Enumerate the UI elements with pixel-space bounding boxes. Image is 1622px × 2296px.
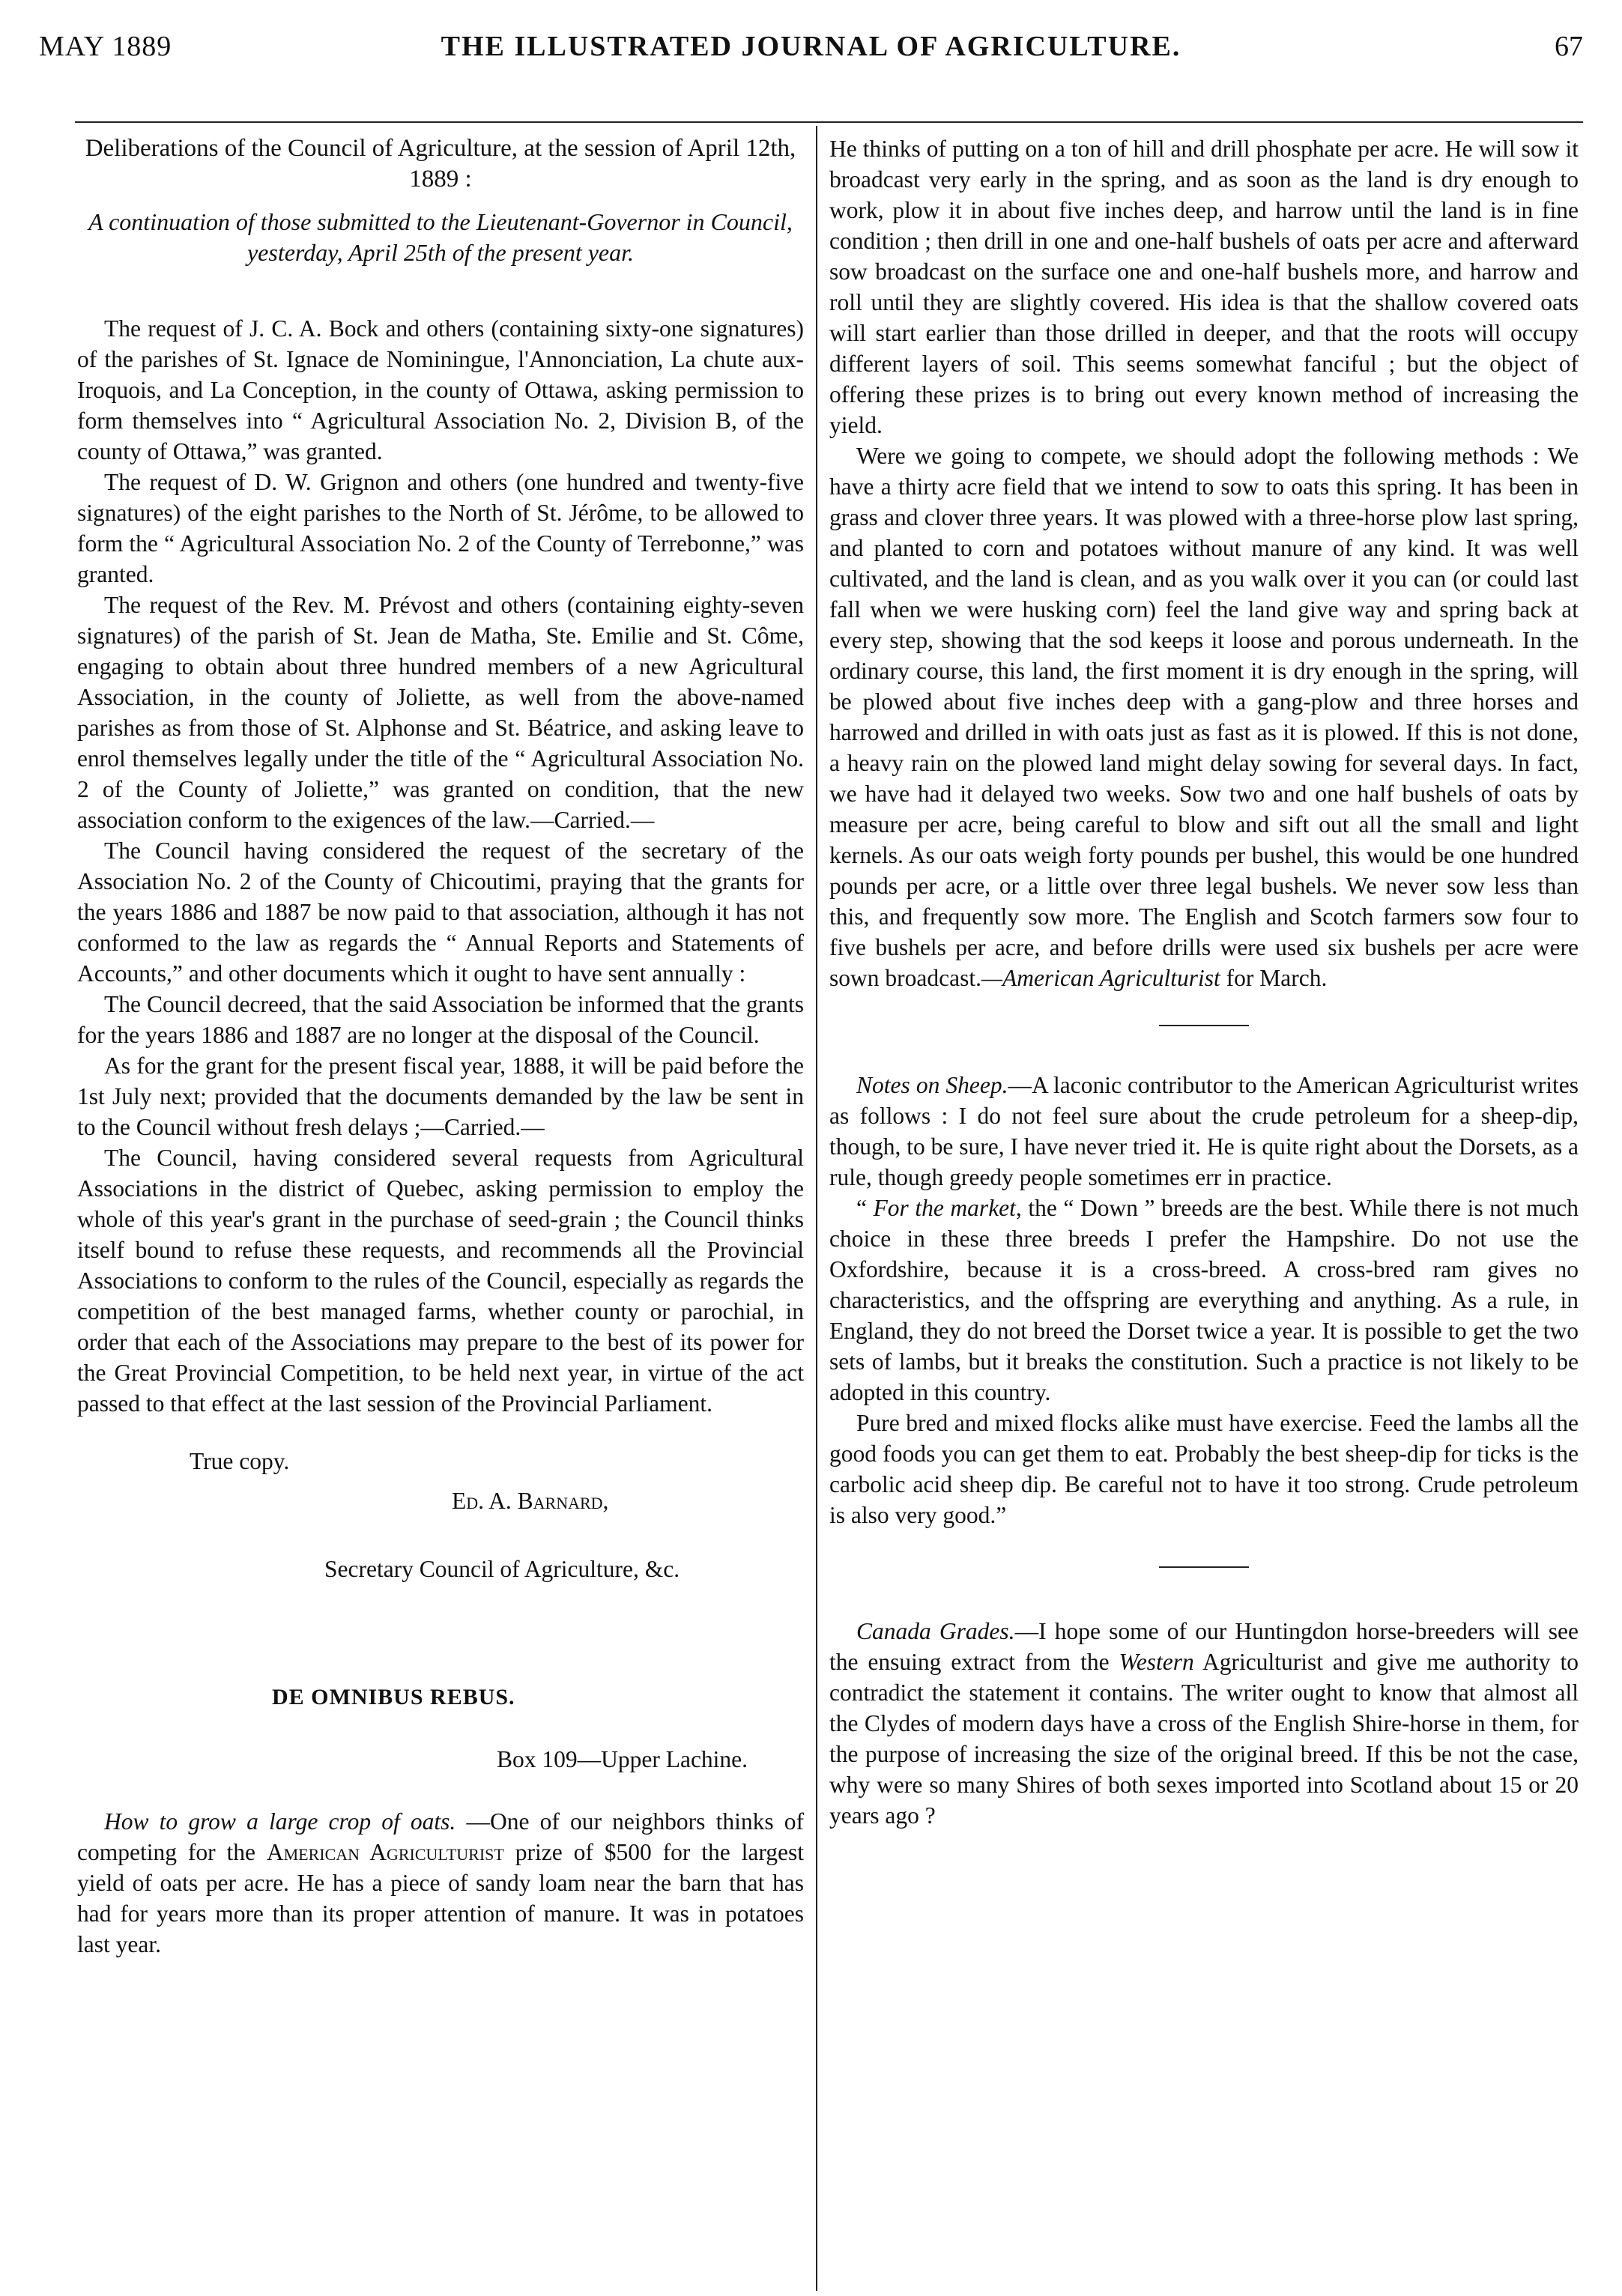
sheep-text: —A laconic contributor to the American Agriculturist writes as follows : I do not feel sure about the crude petroleum for a sheep-dip, though, to be sure, I have never tried it. He is quite right about the Dorsets, as a rule, though greedy people sometimes err in practice. [829,1072,1579,1190]
sheep-title: Notes on Sheep. [856,1072,1008,1098]
sheep-market-em: For the market [873,1195,1016,1221]
header-rule [75,121,1583,123]
section-rule [1159,1025,1249,1026]
column-divider [816,126,817,2291]
oats-text-b: prize of $500 for the largest yield of oats per acre. He has a piece of sandy loam near the barn that has had for years more than its proper attention of manure. It was in potatoes last year. [77,1839,804,1957]
signature-name: Ed. A. Barnard, [452,1488,609,1514]
article-paragraph: The Council having considered the request of the secretary of the Association No. 2 of the County of Chicoutimi, praying that the grants for the years 1886 and 1887 be now paid to that association, although it has not conformed to the law as regards the “ Annual Reports and Statements of Accounts,” and other documents which it ought to have sent annually : [77,837,804,987]
canada-paragraph [829,1616,1579,1831]
box-line: Box 109—Upper Lachine. [497,1746,748,1772]
article-paragraph: The Council decreed, that the said Association be informed that the grants for the years 1886 and 1887 are no longer at the disposal of the Council. [77,991,804,1048]
article-paragraph: The request of the Rev. M. Prévost and others (containing eighty-seven signatures) of the parish of St. Jean de Matha, Ste. Emilie and St. Côme, engaging to obtain about three hundred members of a new Agricultural Association, in the county of Joliette, as well from the above-named parishes as from those of St. Alphonse and St. Béatrice, and asking leave to enrol themselves legally under the title of the “ Agricultural Association No. 2 of the County of Joliette,” was granted on condition, that the new association conform to the exigences of the law.—Carried.— [77,592,804,833]
oats-source-tail: for March. [1220,965,1328,991]
section-rule [1159,1566,1249,1568]
canada-text-a: —I hope some of our Huntingdon horse-breeders will see the ensuing extract from the [829,1618,1579,1675]
sheep-market-text: , the “ Down ” breeds are the best. While there is not much choice in these three breeds I prefer the Hampshire. Do not use the Oxfordshire, because it is a cross-breed. A cross-bred ram gives no characteristics, and the offspring are everything and anything. As a rule, in England, they do not breed the Dorset twice a year. It is possible to get the two sets of lambs, but it breaks the constitution. Such a practice is not likely to be adopted in this country. [829,1195,1579,1405]
deliberations-title: Deliberations of the Council of Agriculture, at the session of April 12th, 1889 : [85,135,796,193]
article-paragraph: The request of D. W. Grignon and others (one hundred and twenty-five signatures) of the eight parishes to the North of St. Jérôme, to be allowed to form the “ Agricultural Association No. 2 of the County of Terrebonne,” was granted. [77,469,804,587]
oats-continued-paragraph [829,440,1579,993]
oats-source: —American Agriculturist [981,965,1220,991]
sheep-last-paragraph: Pure bred and mixed flocks alike must have exercise. Feed the lambs all the good foods you can get them to eat. Probably the best sheep-dip for ticks is the carbolic acid sheep dip. Be careful not to have it too strong. Crude petroleum is also very good.” [829,1410,1579,1528]
sheep-market-paragraph [829,1193,1579,1408]
canada-em: Western [1119,1649,1194,1675]
oats-text-a: —One of our neighbors thinks of competing for the [77,1808,804,1865]
article-paragraph: The Council, having considered several requests from Agricultural Associations in the district of Quebec, asking permission to employ the whole of this year's grant in the purchase of seed-grain ; the Council thinks itself bound to refuse these requests, and recommends all the Provincial Associations to conform to the rules of the Council, especially as regards the competition of the best managed farms, whether county or parochial, in order that each of the Associations may prepare to the best of its power for the Great Provincial Competition, to be held next year, in virtue of the act passed to that effect at the last session of the Provincial Parliament. [77,1145,804,1417]
oats-paragraph [77,1806,804,1960]
canada-text-b: Agriculturist and give me authority to contradict the statement it contains. The writer ought to know that almost all the Clydes of modern days have a cross of the English Shire-horse in them, for the purpose of increasing the size of the original breed. If this be not the case, why were so many Shires of both sexes imported into Scotland about 15 or 20 years ago ? [829,1649,1579,1829]
journal-title: THE ILLUSTRATED JOURNAL OF AGRICULTURE. [441,31,1181,62]
right-column [829,133,1579,1831]
article-paragraph: As for the grant for the present fiscal year, 1888, it will be paid before the 1st July next; provided that the documents demanded by the law be sent in to the Council without fresh delays ;—Carried.— [77,1052,804,1140]
left-column [77,133,804,1960]
issue-date: MAY 1889 [39,31,172,62]
oats-continued-paragraph: He thinks of putting on a ton of hill and drill phosphate per acre. He will sow it broadcast very early in the spring, and as soon as the land is dry enough to work, plow it in about five inches deep, and harrow until the land is in fine condition ; then drill in one and one-half bushels of oats per acre and afterward sow broadcast on the surface one and one-half bushels more, and harrow and roll until they are slightly covered. His idea is that the shallow covered oats will start earlier than those drilled in deeper, and that the roots will occupy different layers of soil. This seems somewhat fanciful ; but the object of offering these prizes is to bring out every known method of increasing the yield. [829,136,1579,438]
oats-journal-name: American Agriculturist [266,1839,504,1865]
page-number: 67 [1555,31,1583,62]
section-title: DE OMNIBUS REBUS. [272,1685,515,1709]
sheep-market-open: “ [856,1195,874,1221]
deliberations-subtitle: A continuation of those submitted to the Lieutenant-Governor in Council, yesterday, April 25th of the present year. [88,208,793,266]
true-copy-line: True copy. [190,1448,290,1474]
canada-title: Canada Grades. [856,1618,1015,1644]
oats-methods-text: Were we going to compete, we should adopt the following methods : We have a thirty acre field that we intend to sow to oats this spring. It has been in grass and clover three years. It was plowed with a three-horse plow last spring, and planted to corn and potatoes without manure of any kind. It was well cultivated, and the land is clean, and as you walk over it you can (or could last fall when we were husking corn) feel the land give way and spring back at every step, showing that the sod keeps it loose and porous underneath. In the ordinary course, this land, the first moment it is dry enough in the spring, will be plowed about five inches deep with a gang-plow and three horses and harrowed and drilled in with oats just as fast as it is plowed. If this is not done, a heavy rain on the plowed land might delay sowing for several days. In fact, we have had it delayed two weeks. Sow two and one half bushels of oats by measure per acre, being careful to blow and sift out all the small and light kernels. As our oats weigh forty pounds per bushel, this would be one hundred pounds per acre, or a little over three legal bushels. We never sow less than this, and frequently sow more. The English and Scotch farmers sow four to five bushels per acre, and before drills were used six bushels per acre were sown broadcast. [829,443,1579,991]
sheep-paragraph [829,1070,1579,1193]
oats-title: How to grow a large crop of oats. [104,1808,456,1835]
signature-title: Secretary Council of Agriculture, &c. [324,1556,680,1582]
running-head [39,24,1583,76]
article-paragraph: The request of J. C. A. Bock and others (containing sixty-one signatures) of the parishes of St. Ignace de Nominingue, l'Annonciation, La chute aux-Iroquois, and La Conception, in the county of Ottawa, asking permission to form themselves into “ Agricultural Association No. 2, Division B, of the county of Ottawa,” was granted. [77,315,804,464]
